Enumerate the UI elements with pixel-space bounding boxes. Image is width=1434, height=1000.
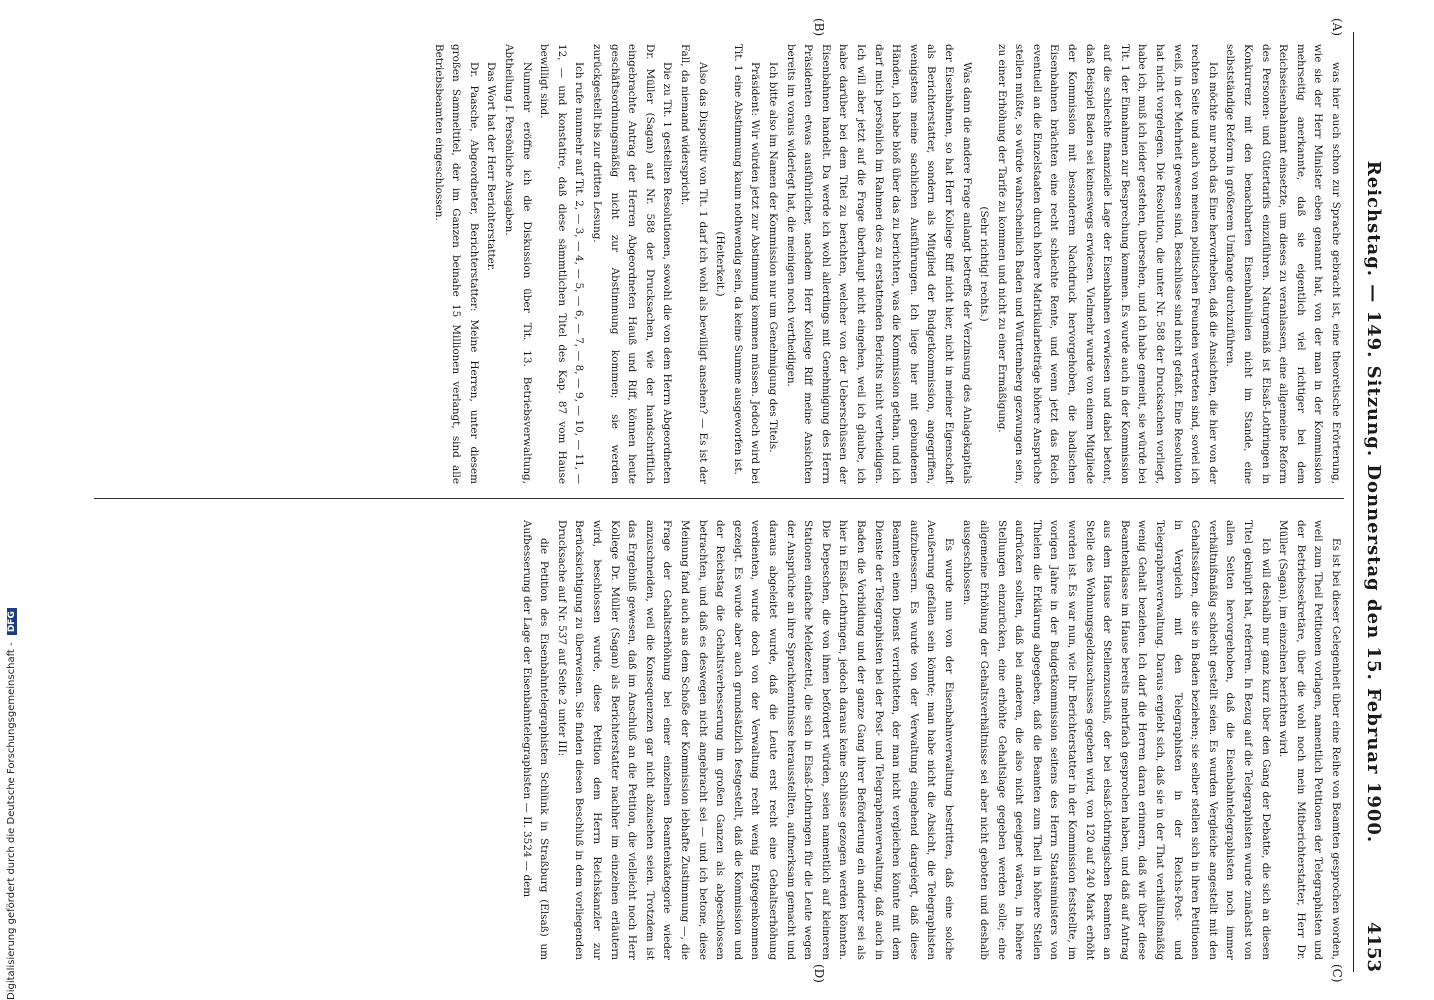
margin-marker-b: (B) [812,18,826,37]
page-number: 4153 [1363,921,1384,972]
paragraph-speaker: Präsident: Wir würden jetzt zur Abstimmung kommen müssen. Jedoch wird bei Tit. 1 eine Abstimmung kaum nothwendig sein, da keine Summe ausgeworfen ist. [731,44,762,484]
paragraph: was hier auch schon zur Sprache gebracht ist, eine theoretische Erörterung, wie sie der Herr Minister eben genannt hat, von der man in der Kommission mehrseitig anerkannte, daß sie eigentlich viel richtiger bei dem Reichseisenbahnamt einsetzte, um dieses zu veranlassen, eine allgemeine Reform des Personen- und Gütertarifs einzuführen. Naturgemäß ist Elsaß-Lothringen in Konkurrenz mit den benachbarten Eisenbahnlinien nicht im Stande, eine selbstständige Reform in größerem Umfange durchzuführen. [1224,44,1342,484]
paragraph: Das Wort hat der Herr Berichterstatter. [485,62,498,271]
digitization-footer [6,608,17,1000]
paragraph: Es wurde nun von der Eisenbahnverwaltung bestritten, daß eine solche Aeußerung gefallen sein könnte; man habe nicht die Absicht, die Telegraphisten aufzubessern. Es wurde von der Verwaltung eingehend dargelegt, daß diese Beamten einen Dienst verrichteten, der man nicht vergleichen könnte mit dem Dienste der Telegraphisten bei der Post- und Telegraphenverwaltung, daß auch in Baden die Vorbildung und der ganze Gang ihrer Beförderung ein anderer sei als hier in Elsaß-Lothringen, jedoch daraus keine Schlüsse gezogen werden könnten. Die Depeschen, die von ihnen befördert würden, seien namentlich auf kleineren Stationen einfache Meldezettel, die sich in Elsaß-Lothringen für die Leute wegen der Ansprüche an ihre Sprachkenntnisse herausstellten, aufmerksam gemacht und daraus abgeleitet wurde, daß die Leute erst recht eine Gehaltserhöhung verdienten, wurde doch von der Verwaltung recht wenig Entgegenkommen gezeigt. Es wurde aber auch grundsätzlich festgestellt, daß die Kommission und der Reichstag die Gehaltsverbesserung im großen Ganzen als abgeschlossen betrachten, und daß es deswegen nicht angebracht sei — und ich betone, diese Meinung fand auch aus dem Schoße der Kommission lebhafte Zustimmung —, die Frage der Gehaltserhöhung bei einer einzelnen Beamtenkategorie wieder anzuschneiden, weil die Konsequenzen gar nicht abzusehen seien. Trotzdem ist das Ergebniß gewesen, daß im Anschluß an die Petition, die vielleicht noch Herr Kollege Dr. Müller (Sagan) als Berichterstatter nachher im einzelnen erläutern wird, beschlossen wurde, diese Petition dem Herrn Reichskanzler zur Berücksichtigung zu überweisen. Sie finden diesen Beschluß in dem vorliegenden Drucksache auf Nr. 537 auf Seite 2 unter III: [555,520,955,960]
paragraph: Es ist bei dieser Gelegenheit über eine Reihe von Beamten gesprochen worden, weil zum Theil Petitionen vorlagen, namentlich Petitionen der Telegraphisten und der Betriebssekretäre, über die wohl noch mein Mitberichterstatter, Herr Dr. Müller (Sagan), im einzelnen berichten wird. [1277,520,1342,960]
margin-marker-c: (C) [1330,964,1344,983]
right-column [84,520,1344,960]
dfg-logo: DFG [7,608,17,635]
paragraph: Ich möchte nur noch das Eine hervorheben, daß die Ansichten, die hier von der rechten Seite und auch von meinen politischen Freunden vertreten sind, soviel ich weiß, in der Mehrheit gewesen sind. Beschlüsse sind nicht gefaßt. Eine Resolution hat nicht vorgelegen. Die Resolution, die unter Nr. 588 der Drucksachen vorliegt, habe ich, muß ich leider gestehen, übersehen, und ich habe gemeint, sie würde bei Tit. 1 der Einnahmen zur Besprechung kommen. Es wurde auch in der Kommission auf die schlechte finanzielle Lage der Eisenbahnen verwiesen und dabei betont, daß Beispiel Baden sei keineswegs erwiesen. Vielmehr wurde von einem Mitgliede der Kommission mit besonderem Nachdruck hervorgehoben, die badischen Eisenbahnen brächten eine recht schlechte Rente, und wenn jetzt das Reich eventuell an die Einzelstaaten durch höhere Matrikularbeiträge höhere Ansprüche stellen müßte, so würde wahrscheinlich Baden und Württemberg gezwungen sein, zu einer Erhöhung der Tarife zu kommen und nicht zu einer Ermäßigung. [995,44,1219,484]
page-title: Reichstag. — 149. Sitzung. Donnerstag den 15. Februar 1900. [1363,160,1384,844]
paragraph: Ich rufe nunmehr auf Tit. 2, — 3, — 4, — 5, — 6, — 7, — 8, — 9, — 10, — 11, — 12, — und konstatire, daß diese sämmtlichen Titel des Kap. 87 vom Hause bewilligt sind. [538,44,586,484]
margin-marker-a: (A) [1330,18,1344,37]
interjection: (Heiterkeit.) [714,231,727,297]
paragraph: Was dann die andere Frage anlangt betreffs der Verzinsung des Anlagekapitals der Eisenbahnen, so hat Herr Kollege Riff nicht hier, nicht in meiner Eigenschaft als Berichterstatter, sondern als Mitglied der Budgetkommission, angegriffen, wenigstens meine sachlichen Ausführungen. Ich liege hier mit gebundenen Händen, ich habe bloß über das zu berichten, was die Kommission gethan, und ich darf mich persönlich im Rahmen des zu erstattenden Berichts nicht vertheidigen. Ich will aber jetzt auf die Frage überhaupt nicht eingehen, weil ich glaube, ich habe darüber bei dem Titel zu berichten, welcher von der Ueberschüssen der Eisenbahnen handelt. Da werde ich wohl allerdings mit Genehmigung des Herrn Präsidenten etwas ausführlicher, nachdem Herr Kollege Riff meine Ansichten bereits im voraus widerlegt hat, die meinigen noch vertheidigen. [784,44,973,484]
interjection: (Sehr richtig! rechts.) [978,206,991,322]
paragraph: Ich bitte also im Namen der Kommission nur um Genehmigung des Titels. [767,62,779,453]
margin-marker-d: (D) [812,964,826,983]
footer-text: Digitalisierung gefördert durch die Deutsche Forschungsgemeinschaft - [6,642,17,1000]
rotated-page [70,18,1390,983]
paragraph: Nunmehr eröffne ich die Diskussion über Tit. 13. Betriebsverwaltung, Abtheilung I. Persönliche Ausgaben. [503,44,533,484]
paragraph: die Petition des Eisenbahntelegraphisten Schlünk in Straßburg (Elsaß) um Aufbesserung der Lage der Eisenbahntelegraphisten — II. 3524 — dem [520,520,551,960]
paragraph: Ich will deshalb nur ganz kurz über den Gang der Debatte, die sich an diesen Titel geknüpft hat, referiren. In Bezug auf die Telegraphisten wurde zunächst von allen Seiten hervorgehoben, daß die Eisenbahntelegraphisten noch immer verhältnißmäßig schlecht gestellt seien. Es wurden Vergleiche angestellt mit den Gehaltssätzen, die sie in Baden beziehen; sie selber stellen sich in ihren Petitionen in Vergleich mit den Telegraphisten in der Reichs-Post- und Telegraphenverwaltung. Daraus ergiebt sich, daß sie in der That verhältnißmäßig wenig Gehalt beziehen. Ich darf die Herren daran erinnern, daß wir über diese Beamtenklasse im Hause bereits mehrfach gesprochen haben, und daß auf Antrag aus dem Hause der Stellenzuschuß, der bei elsaß-lothringischen Beamten an Stelle des Wohnungsgeldzuschusses gegeben wird, von 120 auf 240 Mark erhöht worden ist. Es war nun, wie Ihr Berichterstatter in der Kommission feststellte, im vorigen Jahre in der Budgetkommission seitens des Herrn Staatsministers von Thielen die Erklärung abgegeben, daß die Beamten zum Theil in höhere Stellen aufrücken sollten, daß bei anderen, die also nicht geeignet wären, in höhere Stellungen einzurücken, eine erhöhte Gehaltslage gegeben werden solle; eine allgemeine Erhöhung der Gehaltsverhältnisse sei aber nicht geboten und deshalb ausgeschlossen. [960,520,1272,960]
paragraph: Also das Dispositiv von Tit. 1 darf ich wohl als bewilligt ansehen? — Es ist der Fall, da niemand widerspricht. [679,44,709,484]
paragraph-speaker: Dr. Paasche, Abgeordneter, Berichterstatter: Meine Herren, unter diesem großen Sammeltitel, der im Ganzen beinahe 15 Millionen verlangt, sind alle Betriebsbeamten eingeschlossen. [432,44,480,484]
column-divider [94,498,1344,499]
left-column [84,44,1344,484]
paragraph: Die zu Tit. 1 gestellten Resolutionen, sowohl die von dem Herrn Abgeordneten Dr. Müller (Sagan) auf Nr. 588 der Drucksachen, wie der handschriftlich eingebrachte Antrag der Herren Abgeordneten Hauß und Riff, können heute geschäftsordnungsmäßig nicht zur Abstimmung kommen; sie werden zurückgestellt bis zur dritten Lesung. [591,44,674,484]
page-header [1353,32,1390,972]
